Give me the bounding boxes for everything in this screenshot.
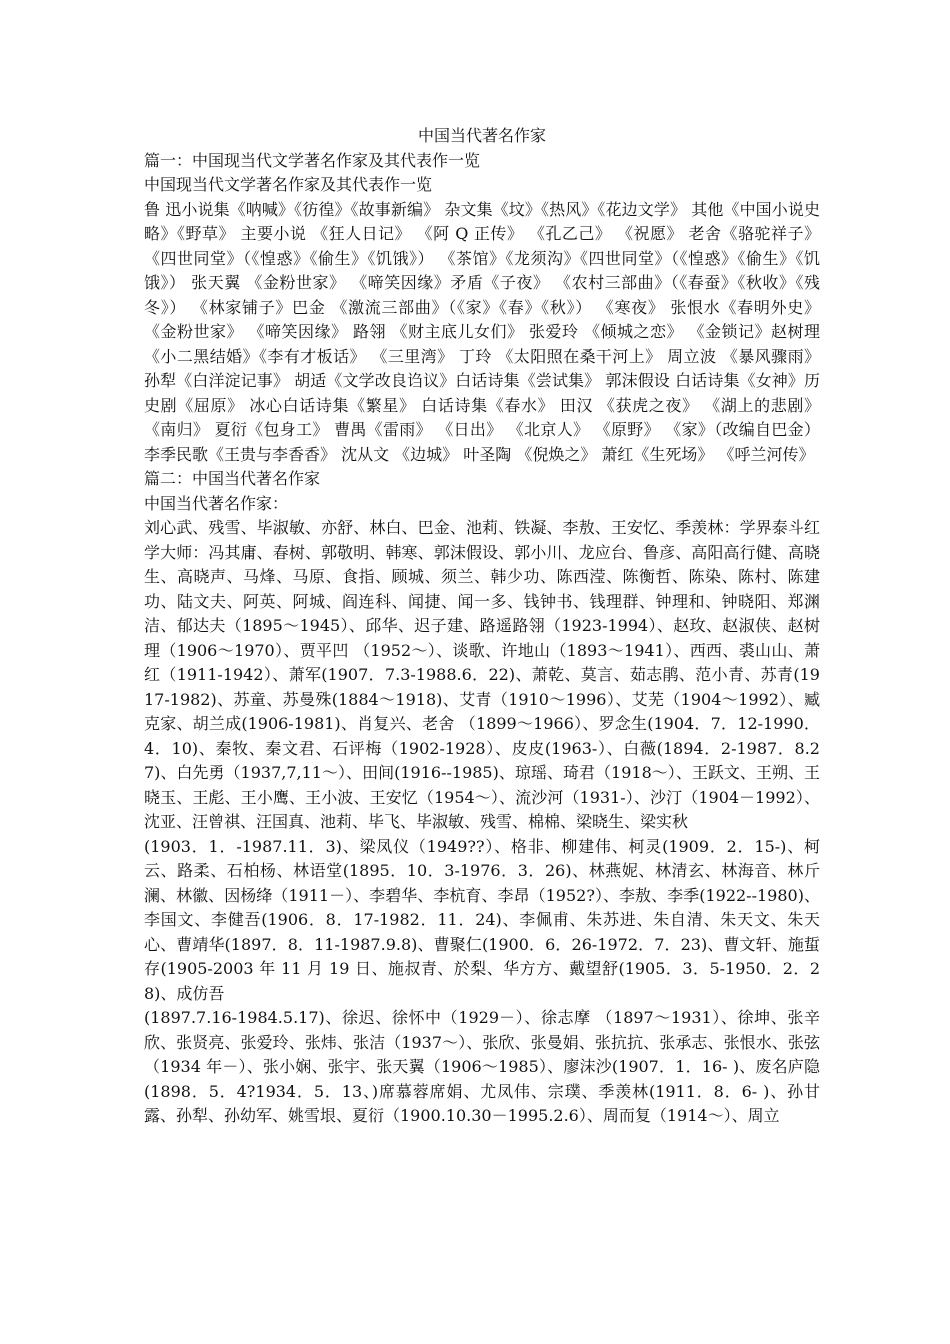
document-body bbox=[144, 124, 820, 1129]
section-subtitle-one: 中国现当代文学著名作家及其代表作一览 bbox=[144, 175, 433, 194]
section-heading-one: 篇一：中国现当代文学著名作家及其代表作一览 bbox=[144, 150, 481, 170]
author-list-paragraph: (1897.7.16-1984.5.17)、徐迟、徐怀中（1929－）、徐志摩 （1897～1931）、徐坤、张辛欣、张贤亮、张爱玲、张炜、张洁（1937～）、张欣、张曼娟、张抗抗、张承志、张恨水、张弦（1934 年－）、张小娴、张宇、张天翼（1906～1985）、廖沫沙(1907．1．16- )、废名庐隐(1898．5．4?1934．5．13、)席慕蓉席娟、尤凤伟、宗璞、季羡林(1911．8．6- )、孙甘露、孙犁、孙幼军、姚雪垠、夏衍（1900.10.30－1995.2.6）、周而复（1914～）、周立 bbox=[144, 1008, 820, 1125]
author-list-paragraph: (1903．1．-1987.11．3)、梁凤仪（1949??）、格非、柳建伟、柯灵(1909．2．15-)、柯云、路柔、石柏杨、林语堂(1895．10．3-1976．3．26)、林燕妮、林清玄、林海音、林斤澜、林徽、因杨绛（1911－）、李碧华、李杭育、李昂（1952?）、李敖、李季(1922--1980)、李国文、李健吾(1906．8．17-1982．11．24)、李佩甫、朱苏进、朱自清、朱天文、朱天心、曹靖华(1897．8．11-1987.9.8)、曹聚仁(1900．6．26-1972．7．23)、曹文轩、施蜇存(1905-2003 年 11 月 19 日、施叔青、於梨、华方方、戴望舒(1905．3．5-1950．2．28)、成仿吾 bbox=[144, 836, 820, 1003]
authors-works-paragraph: 鲁 迅小说集《呐喊》《彷徨》《故事新编》 杂文集《坟》《热风》《花边文学》 其他《中国小说史略》《野草》 主要小说 《狂人日记》 《阿 Q 正传》 《孔乙己》 《祝愿》 老舍《骆驼祥子》 《四世同堂》（《惶惑》《偷生》《饥饿》） 《茶馆》《龙须沟》《四世同堂》（《惶惑》《偷生》《饥饿》） 张天翼 《金粉世家》 《啼笑因缘》矛盾《子夜》 《农村三部曲》（《春蚕》《秋收》《残冬》） 《林家铺子》巴金 《激流三部曲》（《家》《春》《秋》） 《寒夜》 张恨水《春明外史》 《金粉世家》 《啼笑因缘》 路翎 《财主底儿女们》 张爱玲 《倾城之恋》 《金锁记》赵树理 《小二黑结婚》《李有才板话》 《三里湾》 丁玲 《太阳照在桑干河上》 周立波 《暴风骤雨》 孙犁《白洋淀记事》 胡适《文学改良诌议》白话诗集《尝试集》 郭沫假设 白话诗集《女神》历史剧《屈原》 冰心白话诗集《繁星》 白话诗集《春水》 田汉 《获虎之夜》 《湖上的悲剧》 《南归》 夏衍《包身工》 曹禺《雷雨》 《日出》 《北京人》 《原野》 《家》（改编自巴金） 李季民歌《王贵与李香香》 沈从文 《边城》 叶圣陶 《倪焕之》 萧红《生死场》 《呼兰河传》 bbox=[144, 199, 820, 464]
author-list-paragraph: 刘心武、残雪、毕淑敏、亦舒、林白、巴金、池莉、铁凝、李敖、王安忆、季羡林：学界泰斗红学大师：冯其庸、春树、郭敬明、韩寒、郭沫假设、郭小川、龙应台、鲁彦、高阳高行健、高晓生、高晓声、马烽、马原、食指、顾城、须兰、韩少功、陈西滢、陈衡哲、陈染、陈村、陈建功、陆文夫、阿英、阿城、阎连科、闻捷、闻一多、钱钟书、钱理群、钟理和、钟晓阳、郑渊洁、郁达夫（1895～1945）、邱华、迟子建、路遥路翎（1923-1994）、赵玫、赵淑侠、赵树理（1906～1970）、贾平凹 （1952～）、谈歌、许地山（1893～1941）、西西、裘山山、萧红（1911-1942）、萧军(1907．7.3-1988.6．22)、萧乾、莫言、茹志鹃、范小青、苏青(1917-1982)、苏童、苏曼殊(1884～1918)、艾青（1910～1996）、艾芜（1904～1992）、臧克家、胡兰成(1906-1981)、肖复兴、老舍 （1899～1966）、罗念生(1904．7．12-1990．4．10)、秦牧、秦文君、石评梅（1902-1928）、皮皮(1963-）、白薇(1894．2-1987．8.27)、白先勇（1937,7,11～）、田间(1916--1985)、琼瑶、琦君（1918～）、王跃文、王朔、王晓玉、王彪、王小鹰、王小波、王安忆（1954～）、流沙河（1931-）、沙汀（1904－1992）、沈亚、汪曾祺、汪国真、池莉、毕飞、毕淑敏、残雪、棉棉、梁晓生、梁实秋 bbox=[144, 518, 820, 831]
section-subtitle-two: 中国当代著名作家： bbox=[144, 493, 289, 513]
section-heading-two: 篇二：中国当代著名作家 bbox=[144, 469, 321, 488]
document-title: 中国当代著名作家 bbox=[417, 126, 546, 145]
